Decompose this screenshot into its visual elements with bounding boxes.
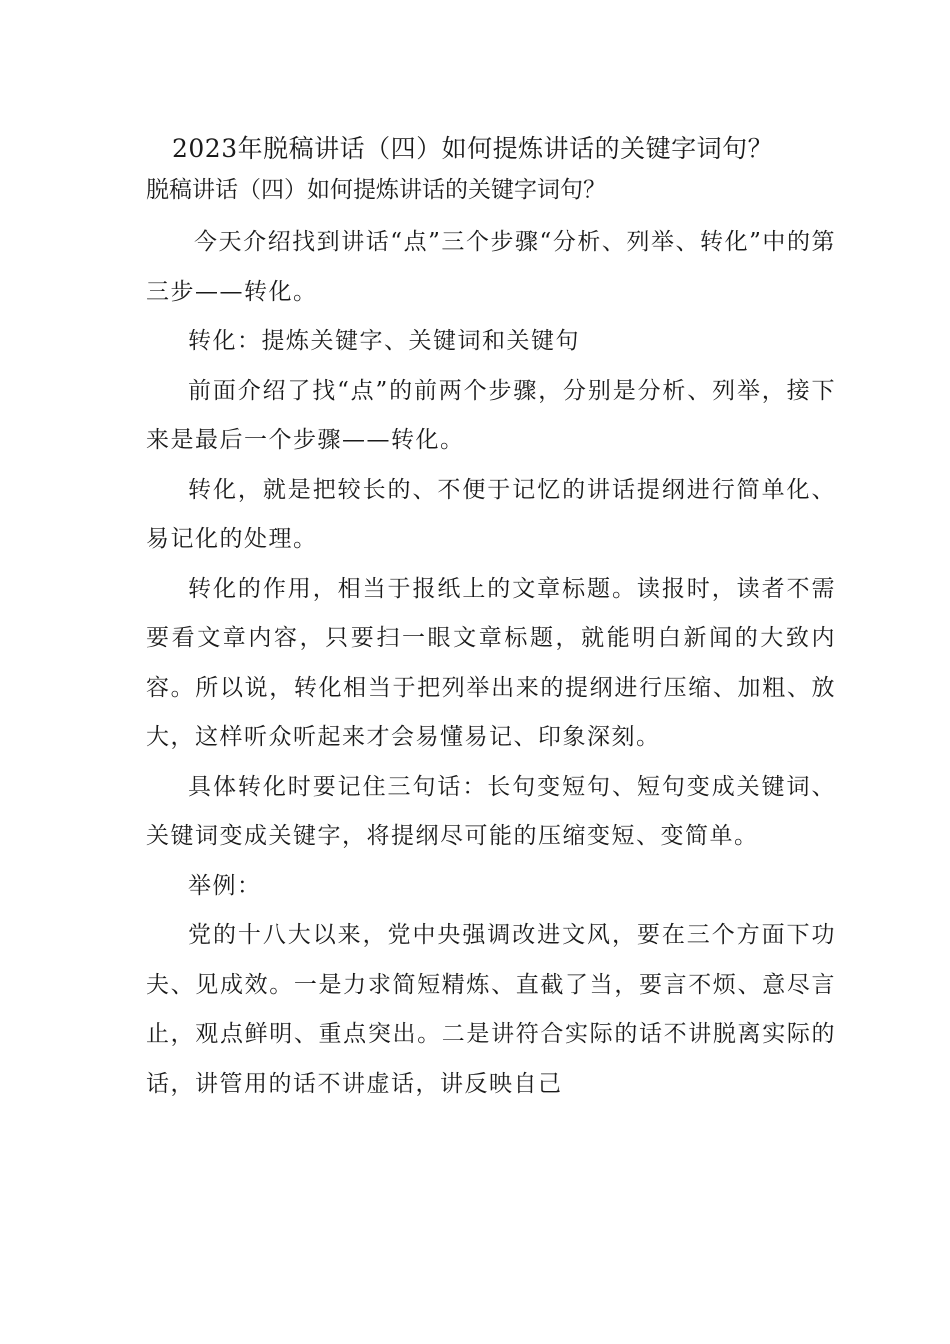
document-subtitle: 脱稿讲话（四）如何提炼讲话的关键字词句？: [146, 177, 606, 203]
document-page: [146, 130, 836, 1109]
paragraph-heading-conversion: 转化：提炼关键字、关键词和关键句: [188, 328, 580, 354]
paragraph-three-sentences: 具体转化时要记住三句话：长句变短句、短句变成关键词、关键词变成关键字，将提纲尽可能的压缩变短、变简单。: [146, 773, 836, 849]
paragraph-function: 转化的作用，相当于报纸上的文章标题。读报时，读者不需要看文章内容，只要扫一眼文章标题，就能明白新闻的大致内容。所以说，转化相当于把列举出来的提纲进行压缩、加粗、放大，这样听众听起来才会易懂易记、印象深刻。: [146, 575, 836, 750]
paragraph-definition: 转化，就是把较长的、不便于记忆的讲话提纲进行简单化、易记化的处理。: [146, 476, 836, 552]
paragraph-example-body: 党的十八大以来，党中央强调改进文风，要在三个方面下功夫、见成效。一是力求简短精炼、直截了当，要言不烦、意尽言止，观点鲜明、重点突出。二是讲符合实际的话不讲脱离实际的话，讲管用的话不讲虚话，讲反映自己: [146, 922, 836, 1097]
paragraph-intro: 今天介绍找到讲话“点”三个步骤“分析、列举、转化”中的第三步——转化。: [146, 229, 836, 305]
document-title: 2023年脱稿讲话（四）如何提炼讲话的关键字词句？: [172, 134, 774, 163]
paragraph-example-label: 举例：: [188, 872, 262, 899]
paragraph-previous-steps: 前面介绍了找“点”的前两个步骤，分别是分析、列举，接下来是最后一个步骤——转化。: [146, 377, 836, 453]
